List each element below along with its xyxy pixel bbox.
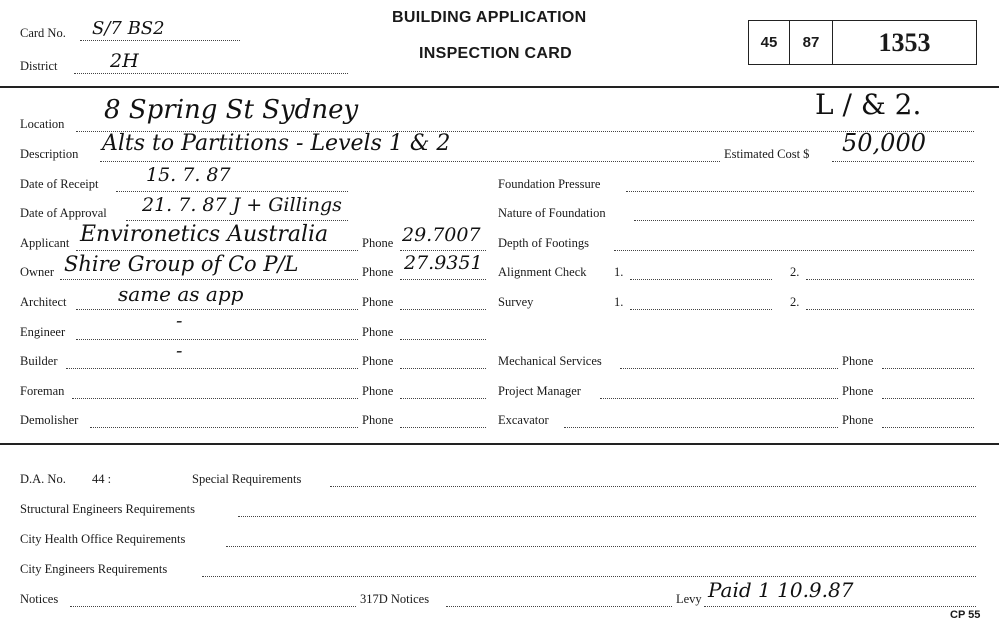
builder-label: Builder <box>20 354 58 368</box>
survey-label: Survey <box>498 295 534 309</box>
estimated-cost-value: 50,000 <box>842 129 926 157</box>
survey-1-line <box>630 309 772 310</box>
survey-2-label: 2. <box>790 295 800 309</box>
alignment-1-line <box>630 279 772 280</box>
engineer-phone-line <box>400 339 486 340</box>
mechanical-line <box>620 368 838 369</box>
notices-317d-label: 317D Notices <box>360 592 430 606</box>
date-approval-line <box>126 220 348 221</box>
city-eng-label: City Engineers Requirements <box>20 562 168 576</box>
engineer-value: - <box>176 310 183 332</box>
demolisher-label: Demolisher <box>20 413 79 427</box>
estimated-cost-label: Estimated Cost $ <box>724 147 810 161</box>
structural-label: Structural Engineers Requirements <box>20 502 195 516</box>
project-manager-phone-line <box>882 398 974 399</box>
depth-footings-line <box>614 250 974 251</box>
description-label: Description <box>20 147 79 161</box>
engineer-line <box>76 339 358 340</box>
mechanical-phone-line <box>882 368 974 369</box>
architect-label: Architect <box>20 295 67 309</box>
nature-foundation-label: Nature of Foundation <box>498 206 606 220</box>
box-cell-b: 87 <box>790 21 833 64</box>
applicant-value: Environetics Australia <box>80 222 329 247</box>
district-label: District <box>20 59 58 73</box>
foundation-pressure-label: Foundation Pressure <box>498 177 601 191</box>
structural-line <box>238 516 976 517</box>
excavator-label: Excavator <box>498 413 549 427</box>
da-no-value: 44 : <box>92 472 112 486</box>
foreman-label: Foreman <box>20 384 65 398</box>
card-no-value: S/7 BS2 <box>92 18 165 39</box>
card-number-box <box>748 20 977 65</box>
alignment-check-label: Alignment Check <box>498 265 587 279</box>
excavator-line <box>564 427 838 428</box>
notices-317d-line <box>446 606 672 607</box>
owner-phone-label: Phone <box>362 265 394 279</box>
demolisher-phone-line <box>400 427 486 428</box>
health-label: City Health Office Requirements <box>20 532 186 546</box>
location-value: 8 Spring St Sydney <box>104 95 359 125</box>
title-line-1: BUILDING APPLICATION <box>392 9 587 26</box>
builder-line <box>66 368 358 369</box>
description-line <box>100 161 720 162</box>
architect-phone-line <box>400 309 486 310</box>
card-no-label: Card No. <box>20 26 66 40</box>
estimated-cost-line <box>832 161 974 162</box>
project-manager-label: Project Manager <box>498 384 581 398</box>
da-no-label: D.A. No. <box>20 472 66 486</box>
box-cell-number: 1353 <box>878 27 931 57</box>
nature-foundation-line <box>634 220 974 221</box>
foreman-line <box>72 398 358 399</box>
architect-line <box>76 309 358 310</box>
special-req-line <box>330 486 976 487</box>
architect-value: same as app <box>118 282 244 306</box>
excavator-phone-label: Phone <box>842 413 874 427</box>
box-cell-a: 45 <box>749 21 790 64</box>
architect-phone-label: Phone <box>362 295 394 309</box>
date-receipt-value: 15. 7. 87 <box>146 164 231 186</box>
alignment-2-line <box>806 279 974 280</box>
survey-1-label: 1. <box>614 295 624 309</box>
description-value: Alts to Partitions - Levels 1 & 2 <box>102 131 451 156</box>
date-receipt-line <box>116 191 348 192</box>
foundation-pressure-line <box>626 191 974 192</box>
applicant-phone-value: 29.7007 <box>402 224 481 246</box>
survey-2-line <box>806 309 974 310</box>
builder-phone-label: Phone <box>362 354 394 368</box>
applicant-label: Applicant <box>20 236 70 250</box>
foreman-phone-label: Phone <box>362 384 394 398</box>
applicant-line <box>76 250 358 251</box>
form-code: CP 55 <box>950 609 981 621</box>
owner-phone-line <box>400 279 486 280</box>
project-manager-line <box>600 398 838 399</box>
middle-divider <box>0 443 999 445</box>
health-line <box>226 546 976 547</box>
foreman-phone-line <box>400 398 486 399</box>
engineer-label: Engineer <box>20 325 66 339</box>
applicant-phone-line <box>400 250 486 251</box>
city-eng-line <box>202 576 976 577</box>
mechanical-label: Mechanical Services <box>498 354 602 368</box>
project-manager-phone-label: Phone <box>842 384 874 398</box>
card-no-line <box>80 40 240 41</box>
mechanical-phone-label: Phone <box>842 354 874 368</box>
demolisher-phone-label: Phone <box>362 413 394 427</box>
levy-value: Paid 1 10.9.87 <box>708 578 854 602</box>
date-approval-label: Date of Approval <box>20 206 107 220</box>
notices-line <box>70 606 356 607</box>
special-req-label: Special Requirements <box>192 472 302 486</box>
builder-phone-line <box>400 368 486 369</box>
location-ref: L / & 2. <box>815 88 922 121</box>
depth-footings-label: Depth of Footings <box>498 236 589 250</box>
title-line-2: INSPECTION CARD <box>419 45 572 62</box>
date-approval-value: 21. 7. 87 J + Gillings <box>142 194 342 216</box>
owner-label: Owner <box>20 265 55 279</box>
owner-line <box>60 279 358 280</box>
alignment-2-label: 2. <box>790 265 800 279</box>
location-label: Location <box>20 117 65 131</box>
owner-phone-value: 27.9351 <box>404 252 483 274</box>
notices-label: Notices <box>20 592 59 606</box>
demolisher-line <box>90 427 358 428</box>
owner-value: Shire Group of Co P/L <box>64 252 299 276</box>
date-receipt-label: Date of Receipt <box>20 177 99 191</box>
district-value: 2H <box>110 50 139 72</box>
alignment-1-label: 1. <box>614 265 624 279</box>
excavator-phone-line <box>882 427 974 428</box>
engineer-phone-label: Phone <box>362 325 394 339</box>
applicant-phone-label: Phone <box>362 236 394 250</box>
builder-value: - <box>176 340 183 362</box>
levy-label: Levy <box>676 592 702 606</box>
district-line <box>74 73 348 74</box>
levy-line <box>704 606 976 607</box>
